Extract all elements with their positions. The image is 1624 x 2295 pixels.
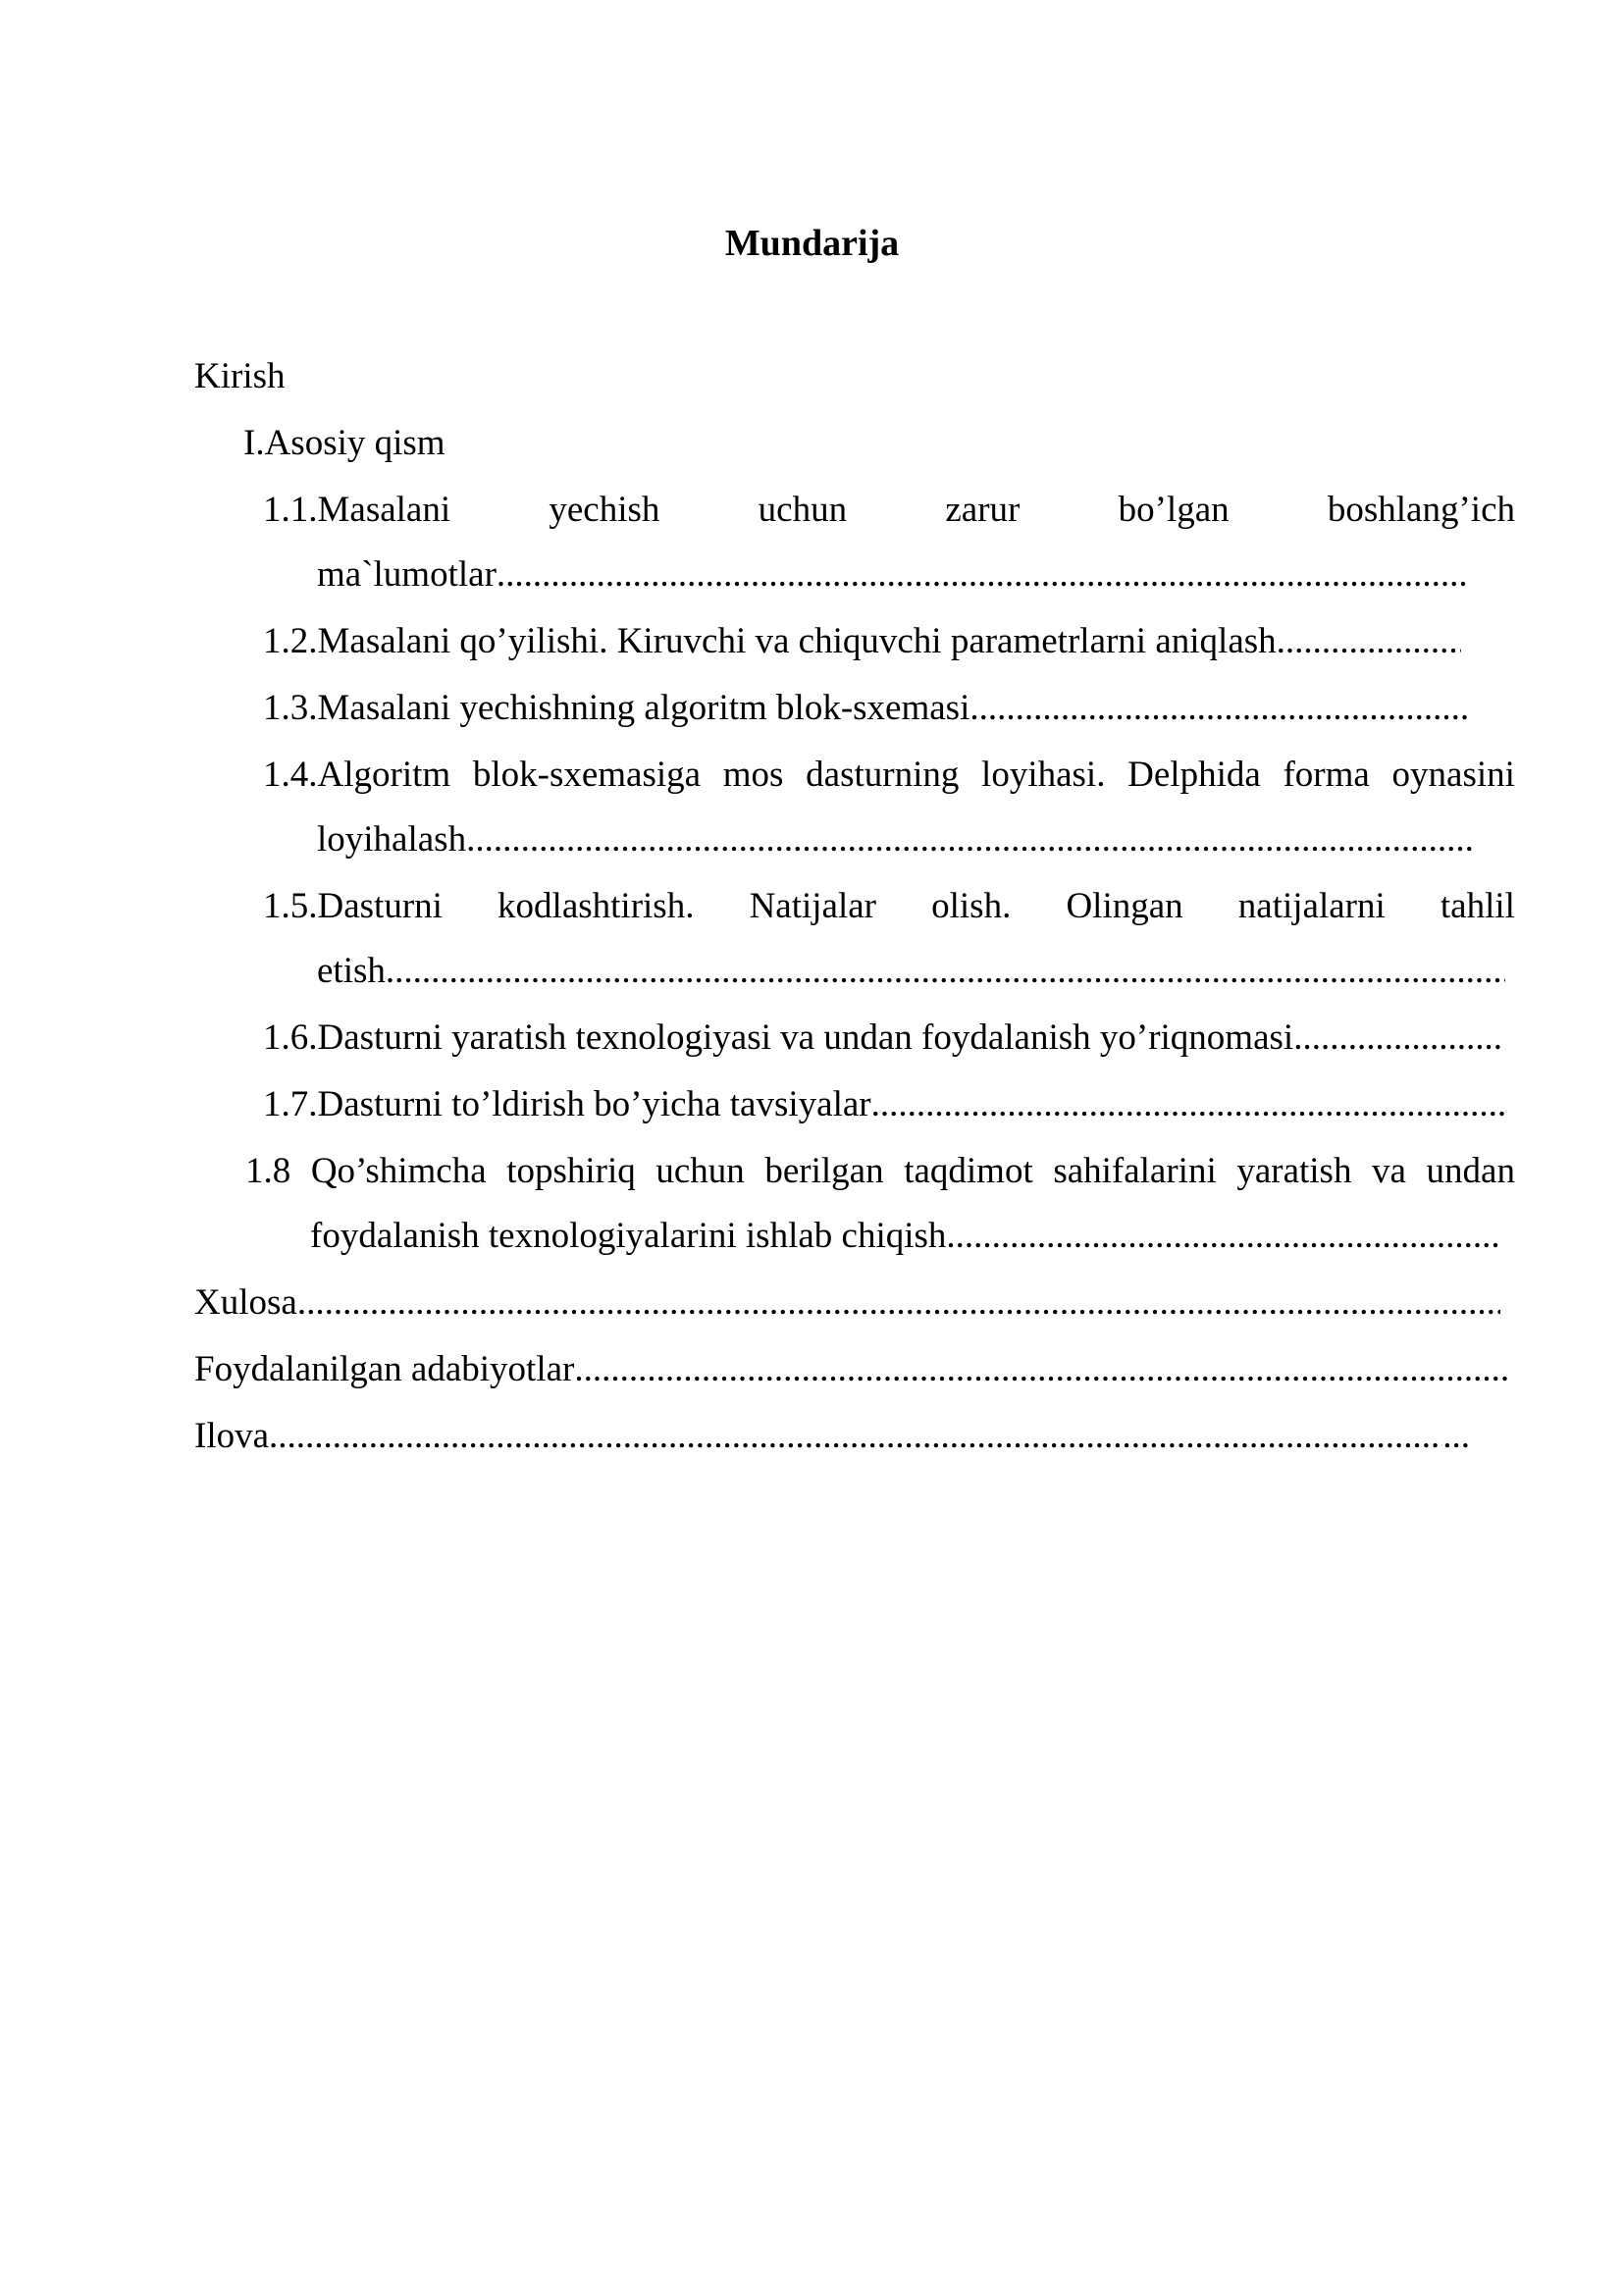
toc-item-1-8-continued: foydalanish texnologiyalarini ishlab chiqish ..... bbox=[310, 1209, 1500, 1264]
toc-item-1-2: 1.2.Masalani qo’yilishi. Kiruvchi va chiquvchi parametrlarni aniqlash ..... bbox=[263, 614, 1461, 669]
leader-dots bbox=[386, 944, 1505, 999]
toc-word: boshlang’ich bbox=[1327, 490, 1515, 530]
leader-dots bbox=[497, 548, 1468, 602]
toc-word: kodlashtirish. bbox=[498, 886, 695, 926]
toc-word: va bbox=[1372, 1151, 1406, 1191]
toc-item-ilova: Ilova ..... ... bbox=[194, 1409, 1470, 1464]
toc-item-1-3: 1.3.Masalani yechishning algoritm blok-sxemasi ..... bbox=[263, 681, 1468, 736]
toc-word: zarur bbox=[945, 490, 1021, 530]
toc-word: undan bbox=[1426, 1151, 1515, 1191]
toc-word: Delphida bbox=[1127, 755, 1261, 795]
leader-dots bbox=[1293, 1011, 1504, 1066]
toc-word: dasturning bbox=[806, 755, 960, 795]
toc-item-1-7: 1.7.Dasturni to’ldirish bo’yicha tavsiyalar ..... bbox=[263, 1077, 1504, 1132]
toc-item-1-6: 1.6.Dasturni yaratish texnologiyasi va undan foydalanish yo’riqnomasi ..... bbox=[263, 1011, 1504, 1066]
toc-item-1-1-continued: ma`lumotlar ..... bbox=[317, 548, 1468, 602]
toc-item-1-8 bbox=[245, 1144, 1515, 1199]
toc-word: sahifalarini bbox=[1053, 1151, 1217, 1191]
leader-dots bbox=[871, 1077, 1504, 1132]
toc-word: yechish bbox=[549, 490, 660, 530]
toc-word: uchun bbox=[758, 490, 848, 530]
leader-dots bbox=[466, 812, 1473, 867]
toc-word: 1.8 bbox=[245, 1151, 291, 1191]
toc-word: olish. bbox=[931, 886, 1012, 926]
leader-dots bbox=[269, 1409, 1442, 1464]
toc-item-1-1 bbox=[263, 483, 1515, 538]
toc-word: blok-sxemasiga bbox=[472, 755, 702, 795]
toc-word: tahlil bbox=[1440, 886, 1515, 926]
toc-item-kirish: Kirish bbox=[194, 356, 286, 396]
toc-item-xulosa: Xulosa ..... bbox=[194, 1276, 1500, 1330]
toc-word: oynasini bbox=[1391, 755, 1515, 795]
toc-item-asosiy-qism: I.Asosiy qism bbox=[243, 423, 445, 463]
toc-word: taqdimot bbox=[904, 1151, 1033, 1191]
toc-item-1-4-continued: loyihalash ..... bbox=[317, 812, 1473, 867]
toc-word: 1.5.Dasturni bbox=[263, 886, 443, 926]
toc-word: 1.1.Masalani bbox=[263, 490, 451, 530]
toc-item-1-5 bbox=[263, 879, 1515, 934]
leader-dots bbox=[969, 681, 1468, 736]
toc-word: forma bbox=[1283, 755, 1370, 795]
leader-dots bbox=[574, 1342, 1509, 1397]
toc-word: topshiriq bbox=[506, 1151, 636, 1191]
toc-word: berilgan bbox=[764, 1151, 884, 1191]
toc-item-1-5-continued: etish ..... bbox=[317, 944, 1505, 999]
toc-word: mos bbox=[722, 755, 784, 795]
toc-word: yaratish bbox=[1236, 1151, 1352, 1191]
leader-dots bbox=[1277, 614, 1461, 669]
leader-dots bbox=[297, 1276, 1500, 1330]
toc-word: Qo’shimcha bbox=[310, 1151, 487, 1191]
toc-word: loyihasi. bbox=[981, 755, 1106, 795]
toc-word: Natijalar bbox=[749, 886, 877, 926]
toc-item-adabiyotlar: Foydalanilgan adabiyotlar ..... bbox=[194, 1342, 1509, 1397]
toc-word: uchun bbox=[655, 1151, 745, 1191]
page-title: Mundarija bbox=[724, 223, 900, 264]
leader-dots bbox=[946, 1209, 1500, 1264]
toc-word: Olingan bbox=[1066, 886, 1183, 926]
toc-word: natijalarni bbox=[1237, 886, 1386, 926]
toc-item-1-4 bbox=[263, 748, 1515, 803]
toc-word: 1.4.Algoritm bbox=[263, 755, 451, 795]
toc-word: bo’lgan bbox=[1118, 490, 1230, 530]
